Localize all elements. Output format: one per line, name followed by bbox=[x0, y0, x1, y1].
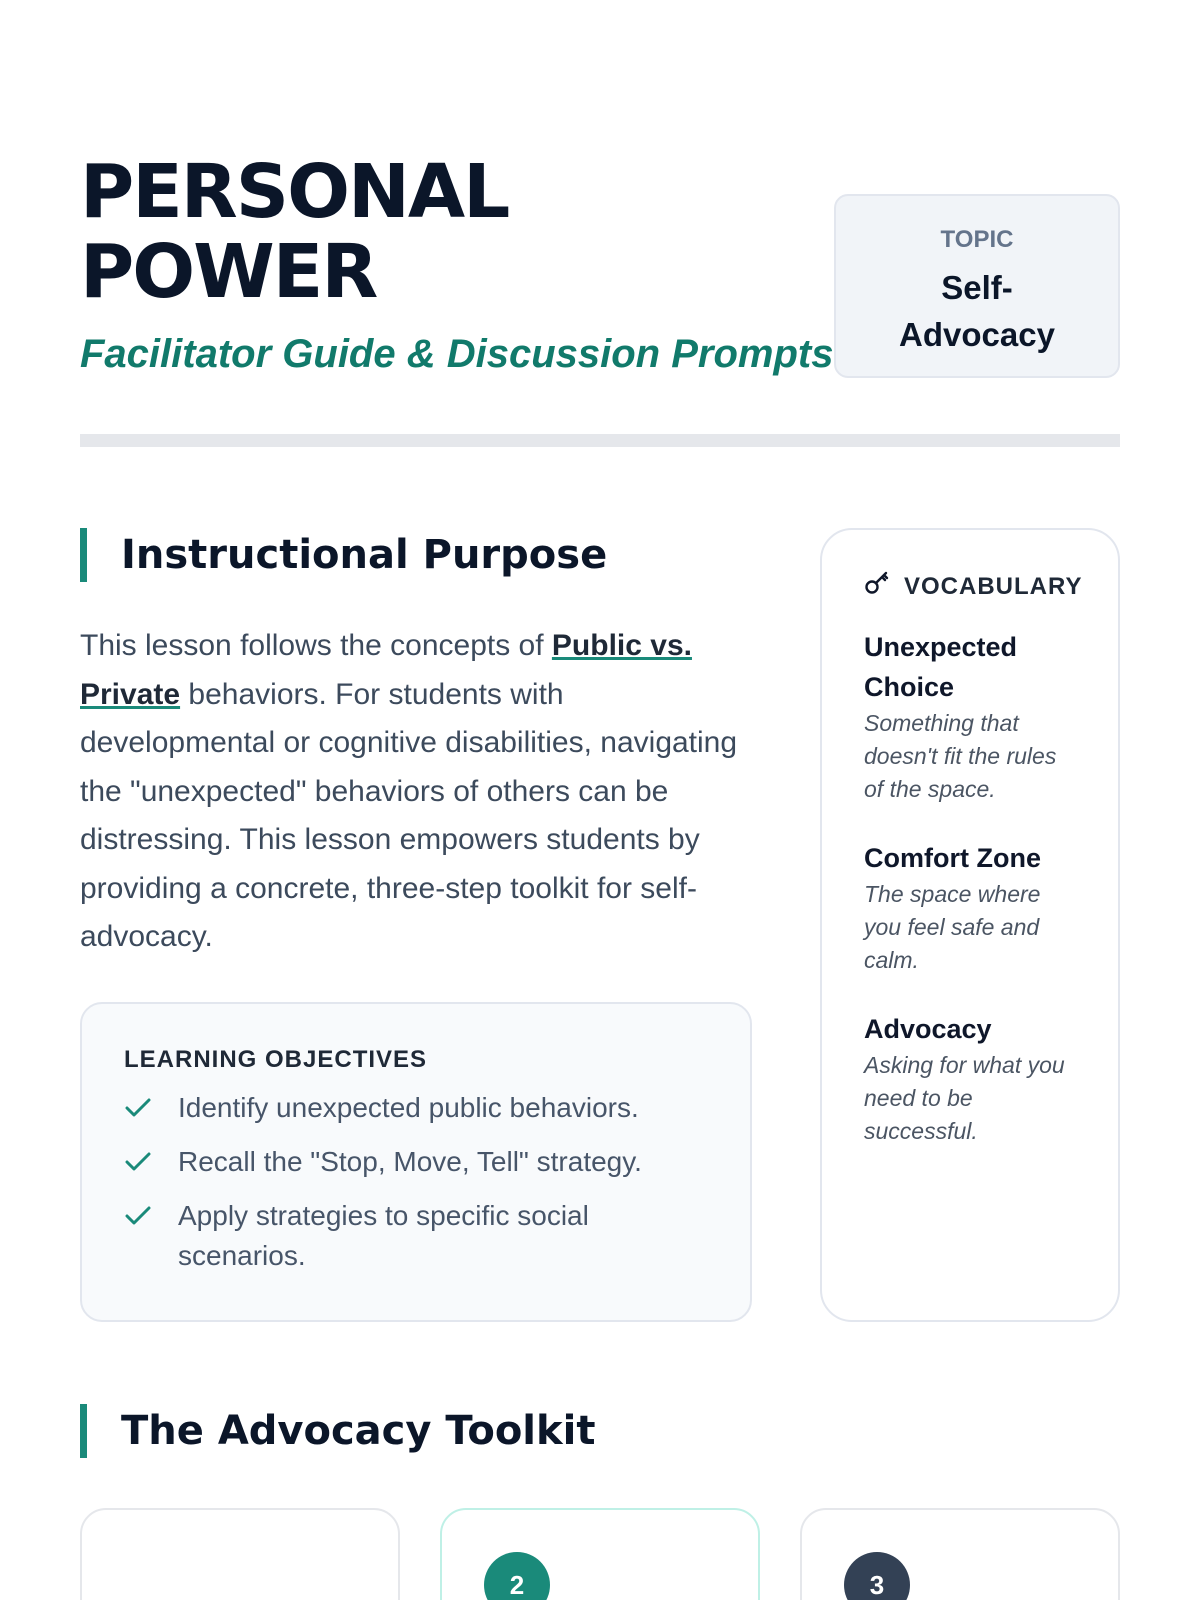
toolkit-card-step-1 bbox=[80, 1508, 400, 1600]
objective-item bbox=[124, 1088, 710, 1128]
vocabulary-heading bbox=[864, 570, 1083, 603]
vocabulary-card bbox=[820, 528, 1120, 1322]
header-divider bbox=[80, 434, 1120, 447]
objective-text: Identify unexpected public behaviors. bbox=[178, 1092, 639, 1123]
page-title bbox=[80, 149, 833, 315]
page-subtitle: Facilitator Guide & Discussion Prompts bbox=[80, 332, 834, 376]
objectives-heading: LEARNING OBJECTIVES bbox=[124, 1046, 428, 1073]
title-line-2: POWER bbox=[80, 229, 377, 315]
learning-objectives-card bbox=[80, 1002, 752, 1322]
vocabulary-item bbox=[864, 838, 1078, 977]
toolkit-card-step-2 bbox=[440, 1508, 760, 1600]
objective-list bbox=[124, 1088, 710, 1276]
vocabulary-item bbox=[864, 1009, 1078, 1148]
check-icon bbox=[124, 1088, 156, 1128]
objective-item bbox=[124, 1196, 710, 1276]
topic-label: TOPIC bbox=[940, 226, 1014, 253]
vocabulary-definition: Something that doesn't fit the rules of the space. bbox=[864, 710, 1057, 802]
topic-card bbox=[834, 194, 1120, 378]
topic-value: Self-Advocacy bbox=[899, 269, 1055, 353]
title-line-1: PERSONAL bbox=[80, 149, 509, 235]
key-icon bbox=[864, 570, 904, 603]
vocabulary-term: Unexpected Choice bbox=[864, 632, 1018, 702]
toolkit-heading: The Advocacy Toolkit bbox=[80, 1404, 595, 1458]
vocabulary-definition: Asking for what you need to be successful. bbox=[864, 1052, 1065, 1144]
purpose-intro: This lesson follows the concepts of bbox=[80, 629, 552, 662]
objective-item bbox=[124, 1142, 710, 1182]
step-number-badge: 3 bbox=[844, 1552, 910, 1600]
vocabulary-term: Advocacy bbox=[864, 1014, 992, 1044]
title-block bbox=[80, 149, 834, 378]
vocabulary-definition: The space where you feel safe and calm. bbox=[864, 881, 1041, 973]
objective-text: Recall the "Stop, Move, Tell" strategy. bbox=[178, 1146, 642, 1177]
vocabulary-heading-text: VOCABULARY bbox=[904, 572, 1083, 600]
purpose-term: Public vs. Private bbox=[80, 629, 692, 711]
step-number-badge: 2 bbox=[484, 1552, 550, 1600]
vocabulary-term: Comfort Zone bbox=[864, 843, 1041, 873]
toolkit-card-step-3 bbox=[800, 1508, 1120, 1600]
purpose-heading: Instructional Purpose bbox=[80, 528, 607, 582]
objective-text: Apply strategies to specific social scenarios. bbox=[178, 1200, 589, 1271]
vocabulary-item bbox=[864, 627, 1078, 806]
check-icon bbox=[124, 1196, 156, 1236]
purpose-body: behaviors. For students with developmental or cognitive disabilities, navigating the "unexpected" behaviors of others can be distressing. This lesson empowers students by providing a concrete, three-step toolkit for self-advocacy. bbox=[80, 677, 738, 953]
purpose-paragraph bbox=[80, 622, 740, 962]
check-icon bbox=[124, 1142, 156, 1182]
